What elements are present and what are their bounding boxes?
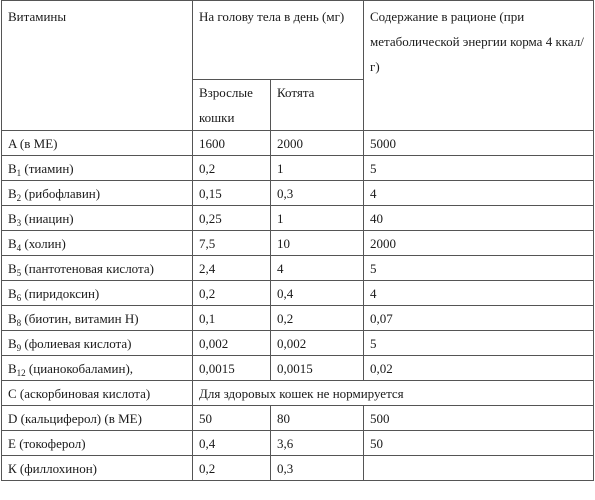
vitamin-table (1, 0, 594, 481)
table-row (2, 181, 594, 206)
adult-cats-cell: 0,25 (193, 206, 271, 231)
adult-cats-cell: 0,2 (193, 156, 271, 181)
kittens-cell: 1 (271, 156, 364, 181)
table-row (2, 131, 594, 156)
diet-content-cell: 50 (364, 431, 594, 456)
header-vitamins: Витамины (2, 1, 193, 131)
diet-content-cell (364, 456, 594, 481)
diet-content-cell: 40 (364, 206, 594, 231)
vitamin-name-cell: $B_8$ (биотин, витамин H) (2, 306, 193, 331)
kittens-cell: 0,002 (271, 331, 364, 356)
kittens-cell: 0,4 (271, 281, 364, 306)
diet-content-cell: 2000 (364, 231, 594, 256)
table-row (2, 356, 594, 381)
table-row (2, 331, 594, 356)
kittens-cell: 4 (271, 256, 364, 281)
vitamin-name-cell: C (аскорбиновая кислота) (2, 381, 193, 406)
header-kittens: Котята (271, 80, 364, 131)
vitamin-name-cell: A (в МЕ) (2, 131, 193, 156)
adult-cats-cell: 0,2 (193, 281, 271, 306)
kittens-cell: 0,3 (271, 456, 364, 481)
table-row (2, 431, 594, 456)
diet-content-cell: 5 (364, 156, 594, 181)
diet-content-cell: 5 (364, 331, 594, 356)
vitamin-name-cell: $B_1$ (тиамин) (2, 156, 193, 181)
diet-content-cell: 4 (364, 181, 594, 206)
adult-cats-cell: 50 (193, 406, 271, 431)
adult-cats-cell: 0,15 (193, 181, 271, 206)
table-row (2, 281, 594, 306)
vitamin-name-cell: $B_6$ (пиридоксин) (2, 281, 193, 306)
diet-content-cell: 0,07 (364, 306, 594, 331)
vitamin-name-cell: $B_3$ (ниацин) (2, 206, 193, 231)
table-row (2, 456, 594, 481)
kittens-cell: 80 (271, 406, 364, 431)
diet-content-cell: 0,02 (364, 356, 594, 381)
table-row (2, 306, 594, 331)
kittens-cell: 0,3 (271, 181, 364, 206)
table-row (2, 156, 594, 181)
diet-content-cell: 5 (364, 256, 594, 281)
diet-content-cell: 5000 (364, 131, 594, 156)
vitamin-name-cell: $B_{12}$ (цианокобаламин), (2, 356, 193, 381)
header-diet-content: Содержание в рационе (при метаболической энергии корма 4 ккал/г) (364, 1, 594, 131)
kittens-cell: 1 (271, 206, 364, 231)
kittens-cell: 3,6 (271, 431, 364, 456)
diet-content-cell: 4 (364, 281, 594, 306)
vitamin-name-cell: $B_2$ (рибофлавин) (2, 181, 193, 206)
vitamin-name-cell: $B_9$ (фолиевая кислота) (2, 331, 193, 356)
adult-cats-cell: 0,2 (193, 456, 271, 481)
table-row (2, 231, 594, 256)
vitamin-name-cell: $B_5$ (пантотеновая кислота) (2, 256, 193, 281)
kittens-cell: 10 (271, 231, 364, 256)
kittens-cell: 2000 (271, 131, 364, 156)
adult-cats-cell: 0,002 (193, 331, 271, 356)
adult-cats-cell: 1600 (193, 131, 271, 156)
adult-cats-cell: 0,4 (193, 431, 271, 456)
table-row (2, 206, 594, 231)
vitamin-name-cell: E (токоферол) (2, 431, 193, 456)
vitamin-name-cell: К (филлохинон) (2, 456, 193, 481)
kittens-cell: 0,2 (271, 306, 364, 331)
kittens-cell: 0,0015 (271, 356, 364, 381)
header-adult-cats: Взрослые кошки (193, 80, 271, 131)
adult-cats-cell: 7,5 (193, 231, 271, 256)
adult-cats-cell: 0,0015 (193, 356, 271, 381)
table-row (2, 406, 594, 431)
adult-cats-cell: 2,4 (193, 256, 271, 281)
header-row (2, 1, 594, 80)
vitamin-name-cell: $B_4$ (холин) (2, 231, 193, 256)
vitamin-name-cell: D (кальциферол) (в МЕ) (2, 406, 193, 431)
table-row (2, 256, 594, 281)
not-normalized-note: Для здоровых кошек не нормируется (193, 381, 594, 406)
table-row (2, 381, 594, 406)
diet-content-cell: 500 (364, 406, 594, 431)
header-per-head: На голову тела в день (мг) (193, 1, 364, 80)
adult-cats-cell: 0,1 (193, 306, 271, 331)
